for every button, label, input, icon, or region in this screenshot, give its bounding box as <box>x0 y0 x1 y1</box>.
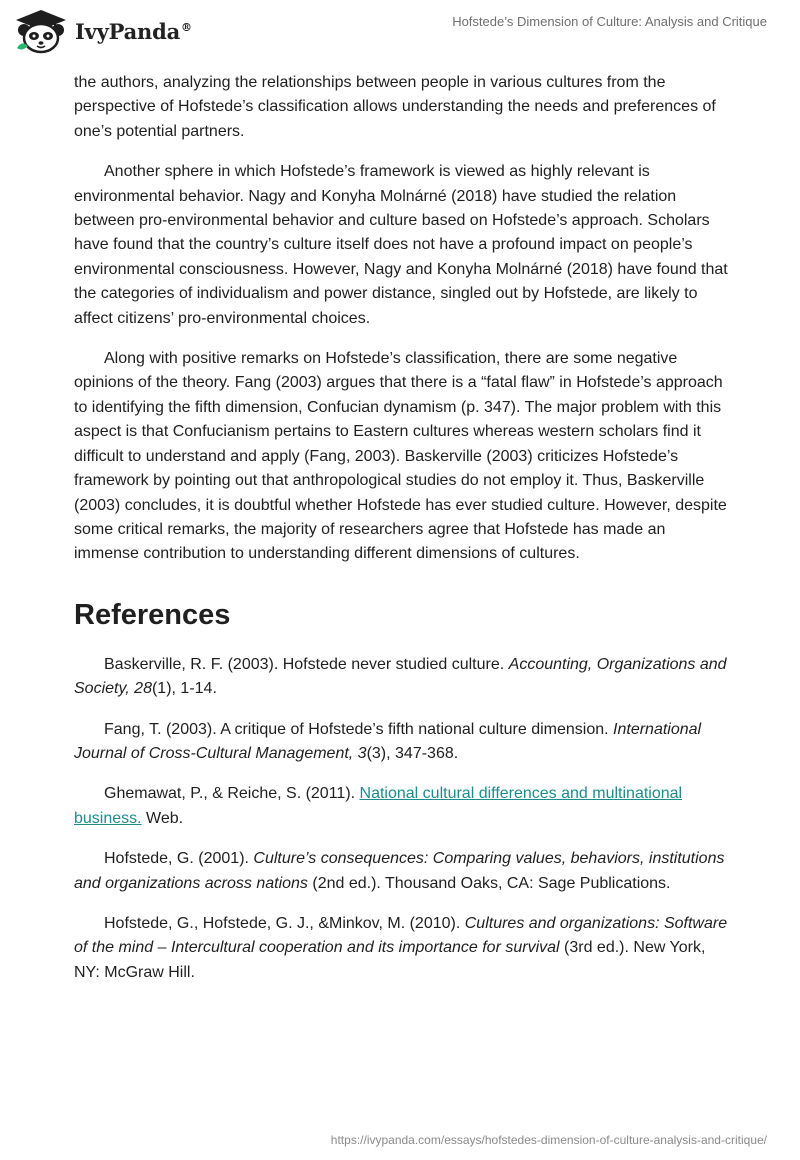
logo[interactable] <box>14 8 192 54</box>
reference-item-fang: Fang, T. (2003). A critique of Hofstede’s fifth national culture dimension. International Journal of Cross-Cultural Management, 3(3), 347-368. <box>74 720 702 762</box>
reference-link-national-cultural-differences[interactable]: National cultural differences and multinational business. <box>74 785 683 827</box>
body-paragraph-2: Another sphere in which Hofstede’s framework is viewed as highly relevant is environmental behavior. Nagy and Konyha Molnárné (2018) have studied the relation between pro-environmental behavior and culture based on Hofstede’s approach. Scholars have found that the country’s culture itself does not have a profound impact on people’s environmental consciousness. However, Nagy and Konyha Molnárné (2018) have found that the categories of individualism and power distance, singled out by Hofstede, are likely to affect citizens’ pro-environmental choices. <box>74 163 728 327</box>
panda-graduate-icon <box>14 8 68 54</box>
logo-text: IvyPanda® <box>75 18 192 44</box>
references-heading: References <box>74 598 231 631</box>
reference-item-hofstede-2010: Hofstede, G., Hofstede, G. J., &Minkov, M. (2010). Cultures and organizations: Software of the mind – Intercultural cooperation and its importance for survival (3rd ed.). New York, NY: McGraw Hill. <box>74 914 728 981</box>
document-title: Hofstede’s Dimension of Culture: Analysis and Critique <box>452 14 767 29</box>
footer-url: https://ivypanda.com/essays/hofstedes-dimension-of-culture-analysis-and-critique/ <box>330 1133 767 1147</box>
reference-item-baskerville: Baskerville, R. F. (2003). Hofstede never studied culture. Accounting, Organizations and Society, 28(1), 1-14. <box>74 655 727 698</box>
body-paragraph-3: Along with positive remarks on Hofstede’s classification, there are some negative opinions of the theory. Fang (2003) argues that there is a “fatal flaw” in Hofstede’s approach to identifying the fifth dimension, Confucian dynamism (p. 347). The major problem with this aspect is that Confucianism pertains to Eastern cultures whereas western scholars find it difficult to understand and apply (Fang, 2003). Baskerville (2003) criticizes Hofstede’s framework by pointing out that anthropological studies do not employ it. Thus, Baskerville (2003) concludes, it is doubtful whether Hofstede has ever studied culture. However, despite some critical remarks, the majority of researchers agree that Hofstede has made an immense contribution to understanding different dimensions of cultures. <box>74 350 727 563</box>
essay-content <box>74 71 734 1001</box>
reference-item-hofstede-2001: Hofstede, G. (2001). Culture’s consequences: Comparing values, behaviors, institutions and organizations across nations (2nd ed.). Thousand Oaks, CA: Sage Publications. <box>74 850 725 892</box>
body-paragraph-1: the authors, analyzing the relationships between people in various cultures from the perspective of Hofstede’s classification allows understanding the needs and preferences of one’s potential partners. <box>74 74 716 140</box>
reference-item-ghemawat: Ghemawat, P., & Reiche, S. (2011). National cultural differences and multinational business. Web. <box>74 785 683 827</box>
page-header <box>0 0 800 70</box>
